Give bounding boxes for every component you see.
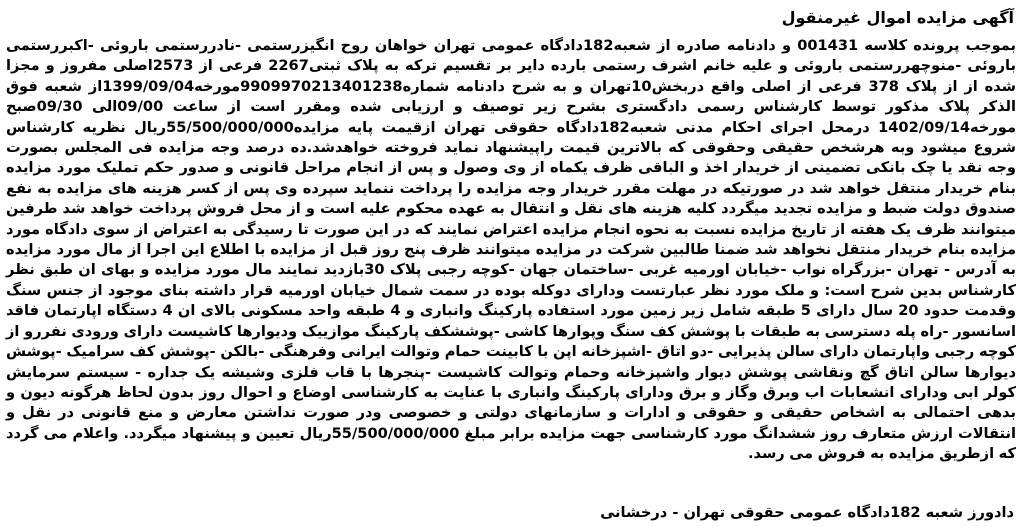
notice-signature: دادورز شعبه 182دادگاه عمومی حقوقی تهران - درخشانی <box>600 504 1014 521</box>
auction-notice <box>6 6 1016 523</box>
notice-title: آگهی مزایده اموال غیرمنقول <box>781 8 1014 27</box>
notice-body: بموجب پرونده کلاسه 001431 و دادنامه صادره از شعبه182دادگاه عمومی تهران خواهان روح انگیزرستمی -نادررستمی باروئی -اکبررستمی باروئی -منوچهررستمی باروئی و علیه خانم اشرف رستمی بارده دایر بر تقسیم ترکه به پلاک ثبتی2267 فرعی از 2573اصلی مفروز و مجزا شده از از پلاک 378 فرعی از اصلی واقع دربخش10تهران و به شرح دادنامه شماره9909970213401238مورخه1399/09/04از شعبه فوق الذکر پلاک مذکور توسط کارشناس رسمی دادگستری بشرح زیر توصیف و ارزیابی شده ومقرر است از ساعت 09/00الی 09/30صبح مورخه1402/09/14 درمحل اجرای احکام مدنی شعبه182دادگاه حقوقی تهران ازقیمت پایه مزایده55/500/000/000ریال نظریه کارشناس شروع میشود وبه هرشخص حقیقی وحقوقی که بالاترین قیمت راپیشنهاد نماید فروخته خواهدشد.ده درصد وجه مزایده فی المجلس بصورت وجه نقد یا چک بانکی تضمینی از خریدار اخذ و الباقی ظرف یکماه از وی وصول و پس از انجام مراحل قانونی و صدور حکم تملیک مورد مزایده بنام خریدار منتقل خواهد شد در صورتیکه در مهلت مقرر خریدار وجه مزایده را پرداخت ننماید سپرده وی پس از کسر هزینه های مزایده به نفع صندوق دولت ضبط و مزایده تجدید میگردد کلیه هزینه های نقل و انتقال به عهده محکوم علیه است و از محل فروش پرداخت خواهد شد طرفین میتوانند ظرف یک هفته از تاریخ مزایده نسبت به نحوه انجام مزایده اعتراض نمایند که در این صورت تا رسیدگی به اعتراض از سوی دادگاه مورد مزایده بنام خریدار منتقل نخواهد شد ضمنا طالبین شرکت در مزایده میتوانند ظرف پنج روز قبل از مزایده با اطلاع این اجرا از مال مورد مزایده به آدرس - تهران -بزرگراه نواب -خیابان اورمیه غربی -ساختمان جهان -کوچه رجبی پلاک 30بازدید نمایند مال مورد مزایده و بهای ان طبق نظر کارشناس بدین شرح است: و ملک مورد نظر عبارتست ودارای دوکله بوده در سمت شمال خیابان اورمیه قرار داشته بنای موجود از جنس سنگ وقدمت حدود 20 سال دارای 5 طبقه شامل زیر زمین مورد استفاده پارکینگ وانباری و 4 طبقه واحد مسکونی بالای ان 4 دستگاه اپارتمان فاقد اسانسور -راه پله دسترسی به طبقات با پوشش کف سنگ وپوارها کاشی -پوششکف پارکینگ موازییک ودیوارها کاشیست دارای ورودی نفررو از کوچه رجبی واپارتمان دارای سالن پذیرایی -دو اتاق -اشپزخانه اپن با کابینت حمام وتوالت ایرانی وفرهنگی -بالکن -پوشش کف سرامیک -پوشش دیوارها سالن اتاق گچ ونقاشی پوشش دیوار واشپزخانه وحمام وتوالت کاشیست -پنجرها با قاب فلزی وشیشه یک جداره - سیستم سرمایش کولر ابی ودارای انشعابات اب وبرق وگاز و برق ودارای پارکینگ وانباری با عنایت به کارشناسی اوضاع و احوال روز بدون لحاظ هرگونه دیون و بدهی احتمالی به اشخاص حقیقی و حقوقی و ادارات و سازمانهای دولتی و خصوصی ودر صورت نداشتن معارض و منع قانونی در نقل و انتقالات ارزش متعارف روز ششدانگ مورد کارشناسی جهت مزایده برابر مبلغ 55/500/000/000ریال تعیین و پیشنهاد میگردد. واعلام می گردد که ازطریق مزایده به فروش می رسد. <box>6 37 1017 463</box>
